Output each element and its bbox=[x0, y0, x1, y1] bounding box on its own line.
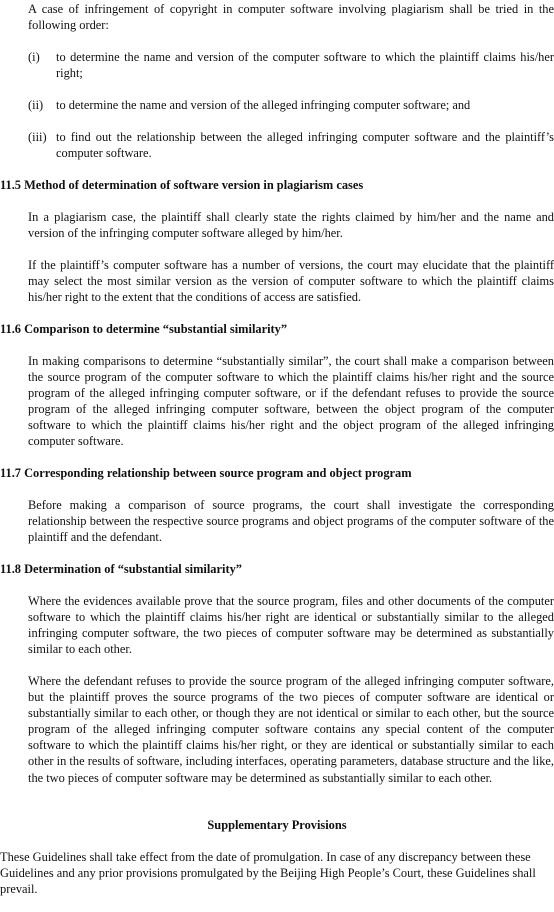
section-paragraph: Before making a comparison of source programs, the court shall investigate the corresponding relationship between the respective source programs and object programs of the computer software of the plaintiff and the defendant. bbox=[28, 498, 554, 545]
section-heading: 11.8 Determination of “substantial similarity” bbox=[0, 562, 242, 576]
section-paragraph: Where the evidences available prove that the source program, files and other documents of the computer software to which the plaintiff claims his/her right are identical or substantially similar to the alleged infringing computer software, the two pieces of computer software may be determined as substantially similar to each other. bbox=[28, 594, 554, 657]
section-paragraph: In a plagiarism case, the plaintiff shall clearly state the rights claimed by him/her and the name and version of the infringing computer software alleged by him/her. bbox=[28, 210, 554, 241]
supplementary-paragraph: These Guidelines shall take effect from the date of promulgation. In case of any discrepancy between these Guidelines and any prior provisions promulgated by the Beijing High People’s Court, these Guidelines shall prevail. bbox=[0, 850, 536, 897]
list-item-text: to determine the name and version of the computer software to which the plaintiff claims his/her right; bbox=[56, 50, 554, 81]
list-item-text: to find out the relationship between the alleged infringing computer software and the plaintiff’s computer software. bbox=[56, 130, 554, 161]
supplementary-heading: Supplementary Provisions bbox=[207, 818, 347, 832]
section-paragraph: If the plaintiff’s computer software has a number of versions, the court may elucidate that the plaintiff may select the most similar version as the version of computer software to which the plaintiff claims his/her right to the extent that the conditions of access are satisfied. bbox=[28, 258, 554, 305]
list-item-number: (iii) bbox=[28, 130, 47, 144]
section-paragraph: In making comparisons to determine “substantially similar”, the court shall make a comparison between the source program of the computer software to which the plaintiff claims his/her right and the source program of the alleged infringing computer software, or if the defendant refuses to provide the source program of the alleged infringing computer software, between the object program of the computer software to which the plaintiff claims his/her right and the object program of the alleged infringing computer software. bbox=[28, 354, 554, 449]
section-heading: 11.5 Method of determination of software version in plagiarism cases bbox=[0, 178, 364, 192]
list-item-text: to determine the name and version of the alleged infringing computer software; and bbox=[56, 98, 471, 112]
section-heading: 11.6 Comparison to determine “substantial similarity” bbox=[0, 322, 288, 336]
section-heading: 11.7 Corresponding relationship between source program and object program bbox=[0, 466, 412, 480]
list-item-number: (i) bbox=[28, 50, 40, 64]
list-item-number: (ii) bbox=[28, 98, 44, 112]
section-paragraph: Where the defendant refuses to provide the source program of the alleged infringing computer software, but the plaintiff proves the source programs of the two pieces of computer software are identical or substantially similar to each other, or though they are not identical or similar to each other, but the source program of the alleged infringing computer software contains any special content of the computer software to which the plaintiff claims his/her right, or they are identical or substantially similar to each other in the results of software, including interfaces, operating parameters, database structure and the like, the two pieces of computer software may be determined as substantially similar to each other. bbox=[28, 674, 554, 785]
intro-paragraph: A case of infringement of copyright in computer software involving plagiarism shall be tried in the following order: bbox=[28, 2, 554, 33]
